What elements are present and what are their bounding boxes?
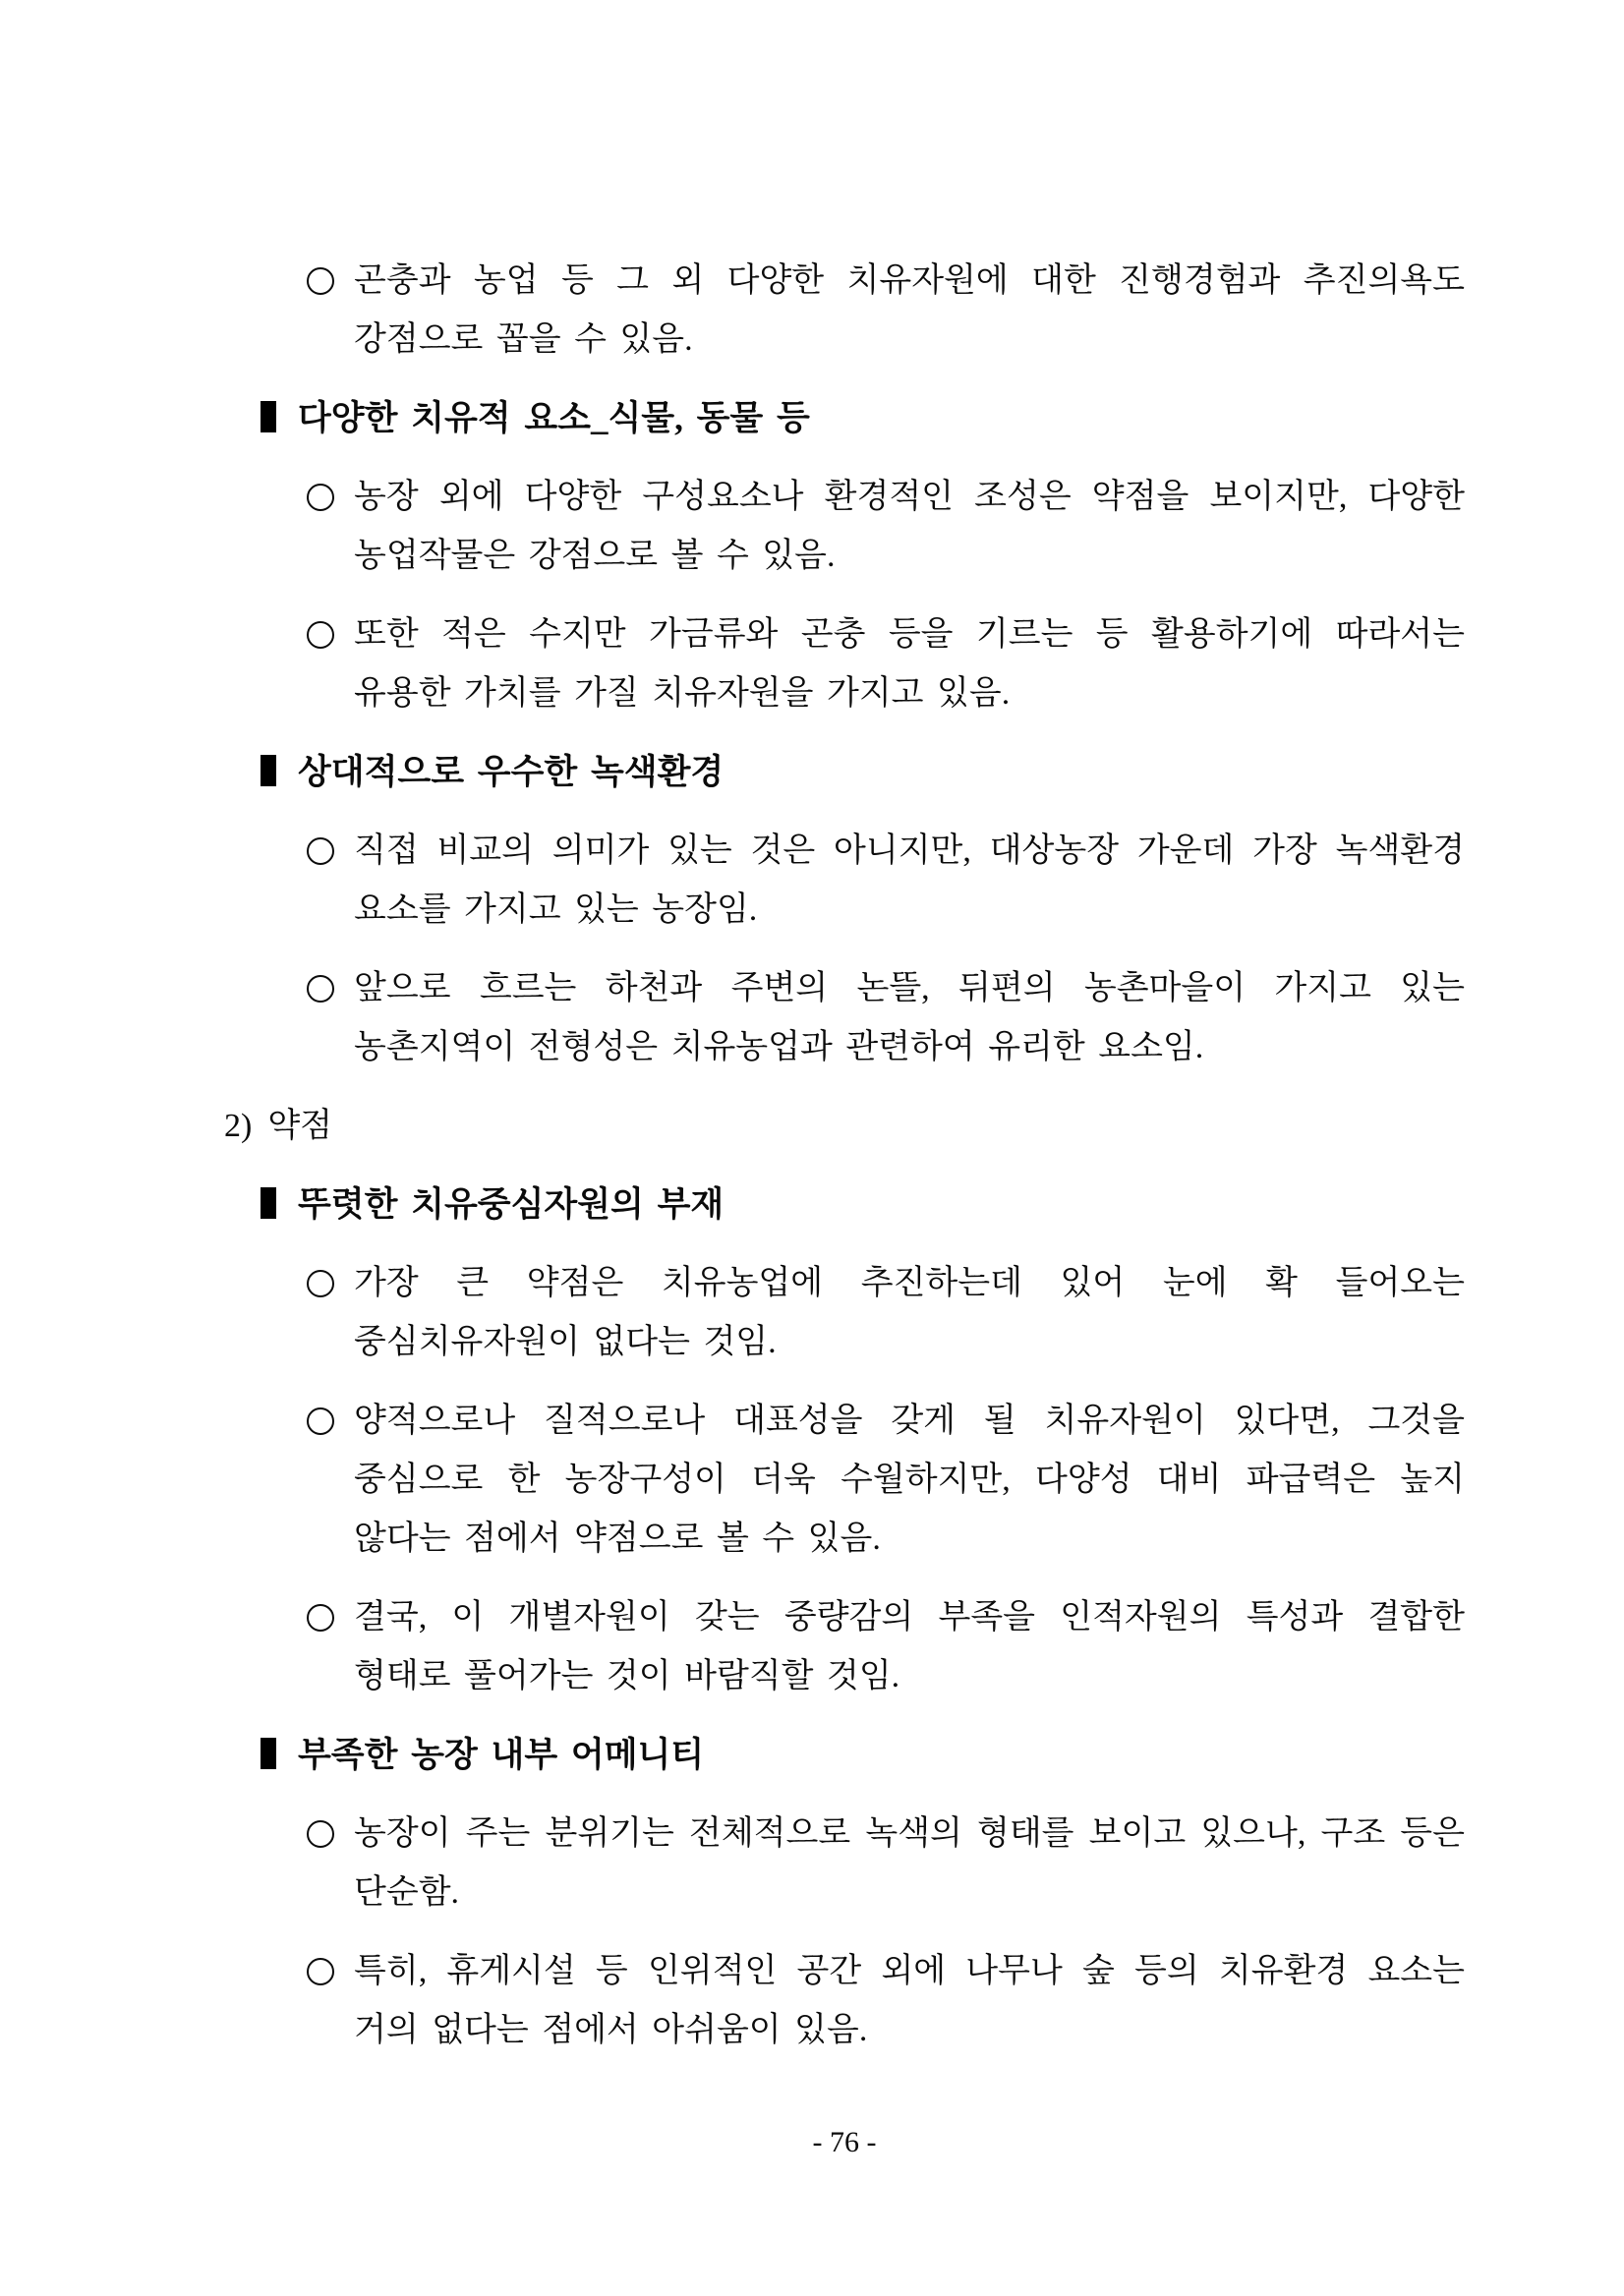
page-footer [224,2123,1465,2162]
section-heading [261,1726,1465,1785]
section-heading [261,389,1465,448]
bullet-item [224,1392,1465,1569]
circle-bullet-icon [307,975,334,1003]
circle-bullet-icon [307,621,334,649]
bullet-text: 앞으로 흐르는 하천과 주변의 논뜰, 뒤편의 농촌마을이 가지고 있는 농촌지역이 전형성은 치유농업과 관련하여 유리한 요소임. [354,970,1465,1065]
bullet-text: 가장 큰 약점은 치유농업에 추진하는데 있어 눈에 확 들어오는 중심치유자원이 없다는 것임. [354,1265,1465,1360]
section-heading [261,743,1465,802]
circle-bullet-icon [307,1604,334,1632]
bullet-text: 곤충과 농업 등 그 외 다양한 치유자원에 대한 진행경험과 추진의욕도 강점으로 꼽을 수 있음. [354,262,1465,358]
bullet-text: 양적으로나 질적으로나 대표성을 갖게 될 치유자원이 있다면, 그것을 중심으로 한 농장구성이 더욱 수월하지만, 다양성 대비 파급력은 높지 않다는 점에서 약점으로 볼 수 있음. [354,1403,1465,1557]
bullet-text: 직접 비교의 의미가 있는 것은 아니지만, 대상농장 가운데 가장 녹색환경 요소를 가지고 있는 농장임. [354,832,1465,928]
section-heading-text: 다양한 치유적 요소_식물, 동물 등 [298,399,810,437]
document-content [224,252,1465,2080]
circle-bullet-icon [307,267,334,295]
heading-bar-icon [261,755,276,786]
circle-bullet-icon [307,837,334,865]
bullet-text: 결국, 이 개별자원이 갖는 중량감의 부족을 인적자원의 특성과 결합한 형태로 풀어가는 것이 바람직할 것임. [354,1599,1465,1694]
section-heading-text: 부족한 농장 내부 어메니티 [298,1736,705,1774]
circle-bullet-icon [307,1407,334,1435]
bullet-item [224,822,1465,940]
circle-bullet-icon [307,484,334,511]
bullet-text: 또한 적은 수지만 가금류와 곤충 등을 기르는 등 활용하기에 따라서는 유용한 가치를 가질 치유자원을 가지고 있음. [354,616,1465,712]
circle-bullet-icon [307,1270,334,1297]
bullet-item [224,1805,1465,1923]
section-heading [261,1176,1465,1234]
bullet-text: 농장 외에 다양한 구성요소나 환경적인 조성은 약점을 보이지만, 다양한 농업작물은 강점으로 볼 수 있음. [354,479,1465,574]
page-number: - 76 - [812,2126,877,2158]
bullet-item [224,605,1465,723]
bullet-item [224,1254,1465,1372]
section-label-marker: 2) [224,1108,253,1144]
bullet-text: 특히, 휴게시설 등 인위적인 공간 외에 나무나 숲 등의 치유환경 요소는 거의 없다는 점에서 아쉬움이 있음. [354,1953,1465,2048]
heading-bar-icon [261,1187,276,1219]
section-heading-text: 상대적으로 우수한 녹색환경 [298,753,725,791]
bullet-item [224,1942,1465,2060]
circle-bullet-icon [307,1820,334,1848]
section-heading-text: 뚜렷한 치유중심자원의 부재 [298,1185,725,1224]
circle-bullet-icon [307,1958,334,1985]
section-label-text: 약점 [267,1108,333,1144]
bullet-item [224,252,1465,370]
bullet-item [224,468,1465,586]
heading-bar-icon [261,401,276,432]
bullet-item [224,1588,1465,1706]
bullet-text: 농장이 주는 분위기는 전체적으로 녹색의 형태를 보이고 있으나, 구조 등은 단순함. [354,1815,1465,1911]
bullet-item [224,959,1465,1077]
heading-bar-icon [261,1738,276,1769]
section-label [224,1097,1465,1156]
